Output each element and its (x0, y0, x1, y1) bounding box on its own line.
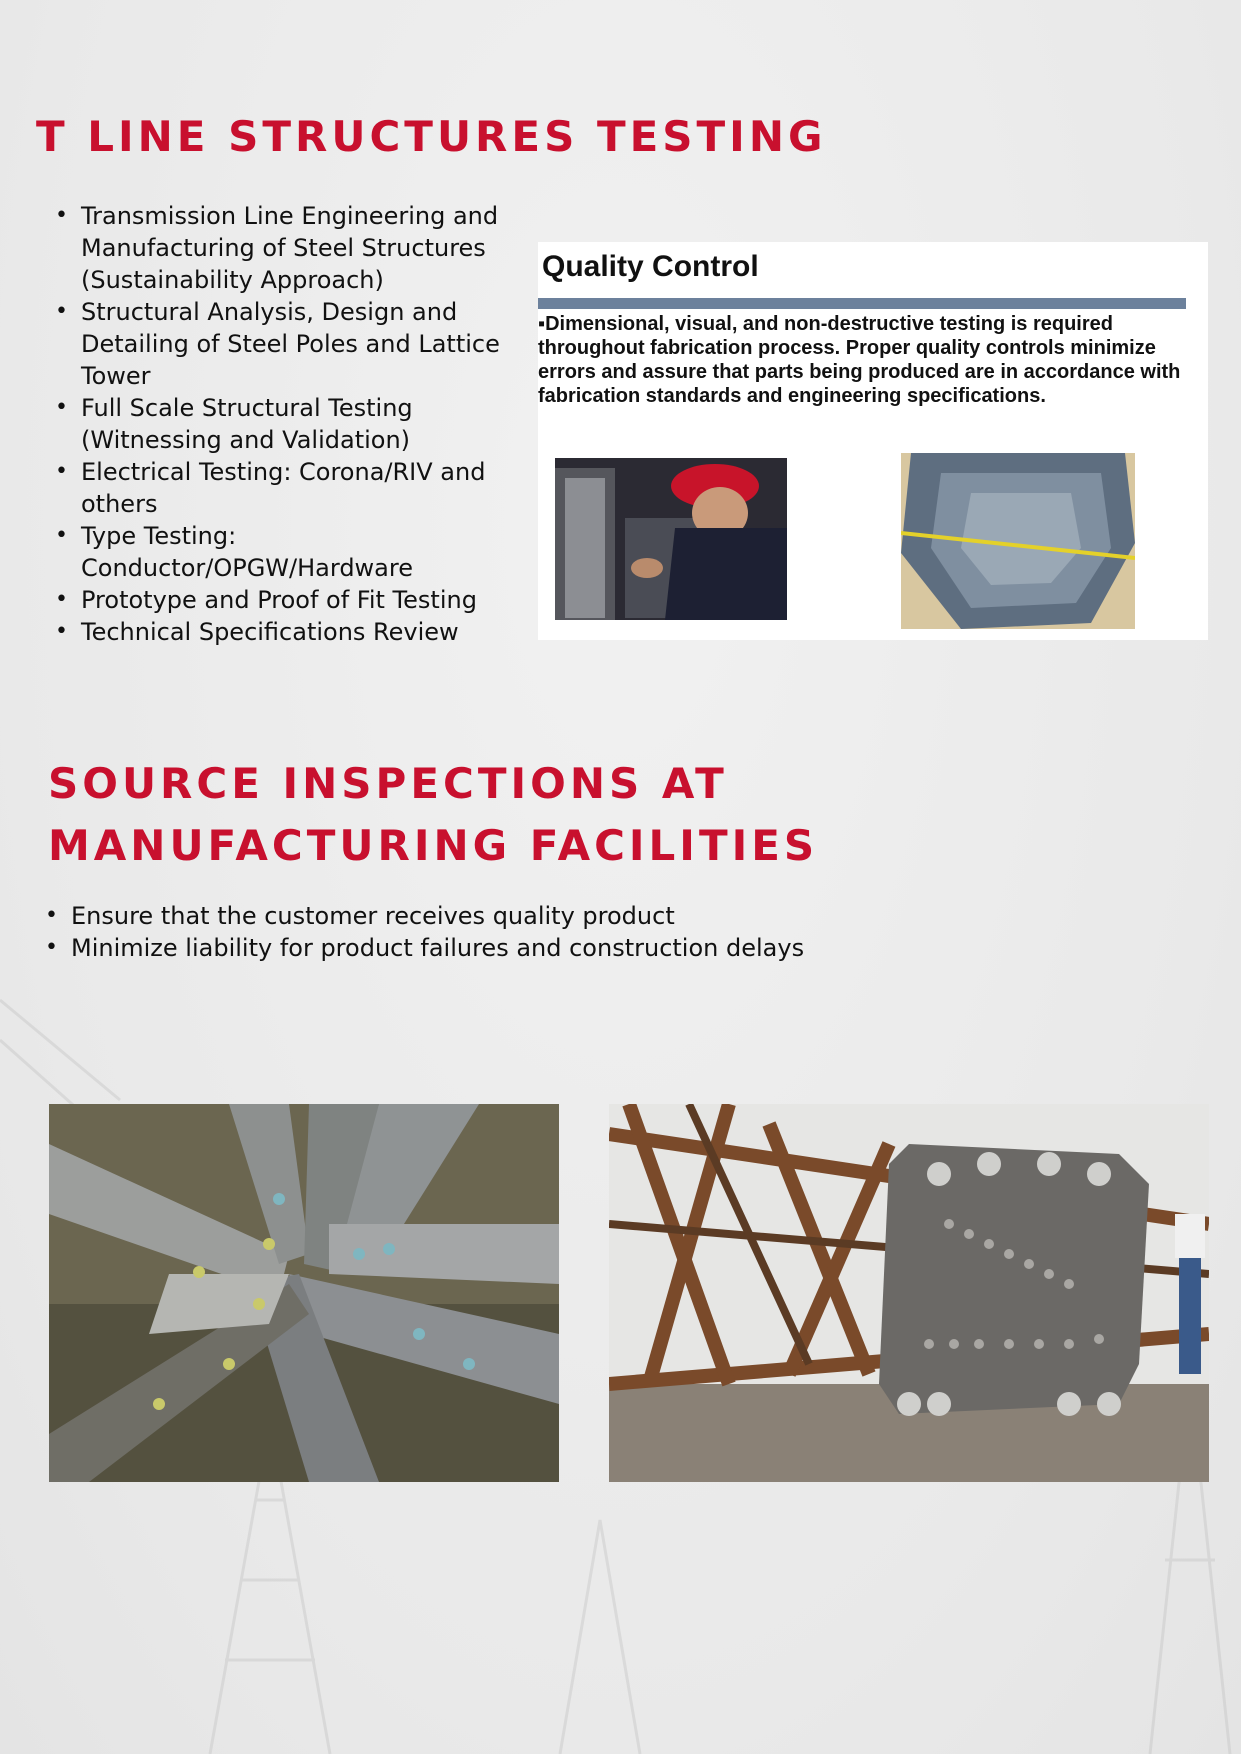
list-item: • Type Testing: Conductor/OPGW/Hardware (81, 520, 551, 584)
inspector-photo (555, 458, 787, 620)
list-item: • Minimize liability for product failures and construction delays (71, 932, 1071, 964)
quality-control-text: ▪Dimensional, visual, and non-destructive testing is required throughout fabrication process. Proper quality controls minimize errors and assure that parts being produced are in accordance with fabrication standards and engineering specifications. (538, 313, 1181, 407)
t-line-testing-list (48, 200, 551, 648)
list-item: • Structural Analysis, Design and Detailing of Steel Poles and Lattice Tower (81, 296, 551, 392)
list-item: • Prototype and Proof of Fit Testing (81, 584, 551, 616)
list-item: • Ensure that the customer receives quality product (71, 900, 1071, 932)
steel-joint-photo (49, 1104, 559, 1482)
section-title-t-line-testing: T LINE STRUCTURES TESTING (36, 112, 827, 161)
lattice-tower-parts-photo (609, 1104, 1209, 1482)
source-inspections-list (38, 900, 1071, 964)
list-item: • Full Scale Structural Testing (Witnessing and Validation) (81, 392, 551, 456)
pole-interior-photo (901, 453, 1135, 629)
quality-control-panel (538, 242, 1208, 640)
list-item: • Technical Specifications Review (81, 616, 551, 648)
quality-control-title: Quality Control (542, 250, 759, 283)
section-title-source-inspections: SOURCE INSPECTIONS AT MANUFACTURING FACILITIES (48, 759, 819, 870)
quality-control-divider (538, 298, 1186, 309)
list-item: • Electrical Testing: Corona/RIV and others (81, 456, 551, 520)
list-item: • Transmission Line Engineering and Manufacturing of Steel Structures (Sustainability Approach) (81, 200, 551, 296)
